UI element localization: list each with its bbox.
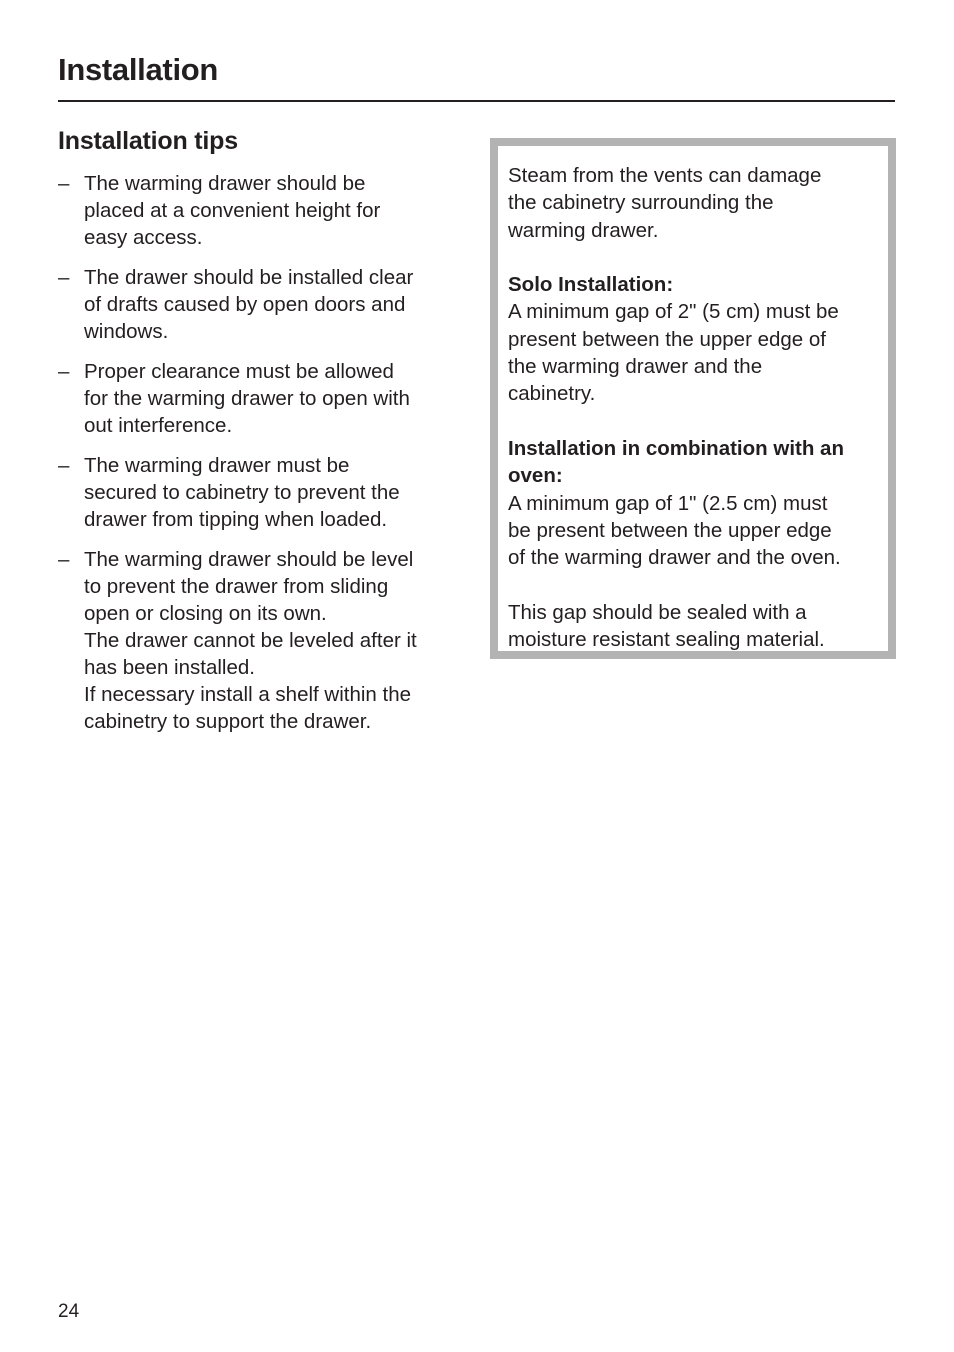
warning-note-box [490,138,896,659]
steam-warning [508,162,888,244]
tip-text-line: for the warming drawer to open with [84,387,410,410]
solo-installation-heading: Solo Installation: [508,273,674,297]
list-item [58,170,468,251]
sealing-note [508,599,888,654]
combination-heading: Installation in combination with an [508,436,844,460]
dash-bullet: – [58,172,70,195]
dash-bullet: – [58,266,70,289]
tip-text-line: has been installed. [84,656,255,679]
tip-text-line: If necessary install a shelf within the [84,683,412,706]
dash-bullet: – [58,454,70,477]
note-text-line: of the warming drawer and the oven. [508,546,841,570]
note-text-line: warming drawer. [508,218,659,242]
tip-text-line: of drafts caused by open doors and [84,293,406,316]
installation-tips-list [58,170,468,748]
page-title: Installation [58,52,219,87]
tip-text-line: The drawer should be installed clear [84,266,414,289]
combination-installation-section [508,435,888,571]
list-item [58,452,468,533]
tip-text-line: The warming drawer must be [84,454,350,477]
section-heading: Installation tips [58,127,238,155]
tip-text-line: placed at a convenient height for [84,199,381,222]
note-text-line: the cabinetry surrounding the [508,191,774,215]
page-number: 24 [58,1301,80,1322]
combination-heading: oven: [508,464,563,488]
tip-text-line: windows. [84,320,169,343]
list-item [58,264,468,345]
tip-text-line: The drawer cannot be leveled after it [84,629,417,652]
note-text-line: cabinetry. [508,382,596,406]
note-text-line: A minimum gap of 2" (5 cm) must be [508,300,839,324]
note-text-line: A minimum gap of 1" (2.5 cm) must [508,491,828,515]
note-text-line: This gap should be sealed with a [508,600,807,624]
note-text-line: the warming drawer and the [508,355,763,379]
note-text-line: Steam from the vents can damage [508,164,822,187]
tip-text-line: Proper clearance must be allowed [84,360,394,383]
solo-installation-section [508,271,888,407]
note-text-line: present between the upper edge of [508,327,826,351]
note-text-line: moisture resistant sealing material. [508,628,825,652]
tip-text-line: out interference. [84,414,233,437]
title-divider [58,100,895,102]
note-text-line: be present between the upper edge [508,518,832,542]
tip-text-line: The warming drawer should be level [84,548,414,571]
tip-text-line: to prevent the drawer from sliding [84,575,389,598]
tip-text-line: open or closing on its own. [84,602,327,625]
tip-text-line: drawer from tipping when loaded. [84,508,388,531]
tip-text-line: The warming drawer should be [84,172,366,195]
dash-bullet: – [58,360,70,383]
list-item [58,358,468,439]
list-item [58,546,468,735]
tip-text-line: easy access. [84,226,203,249]
tip-text-line: secured to cabinetry to prevent the [84,481,400,504]
dash-bullet: – [58,548,70,571]
tip-text-line: cabinetry to support the drawer. [84,710,372,733]
